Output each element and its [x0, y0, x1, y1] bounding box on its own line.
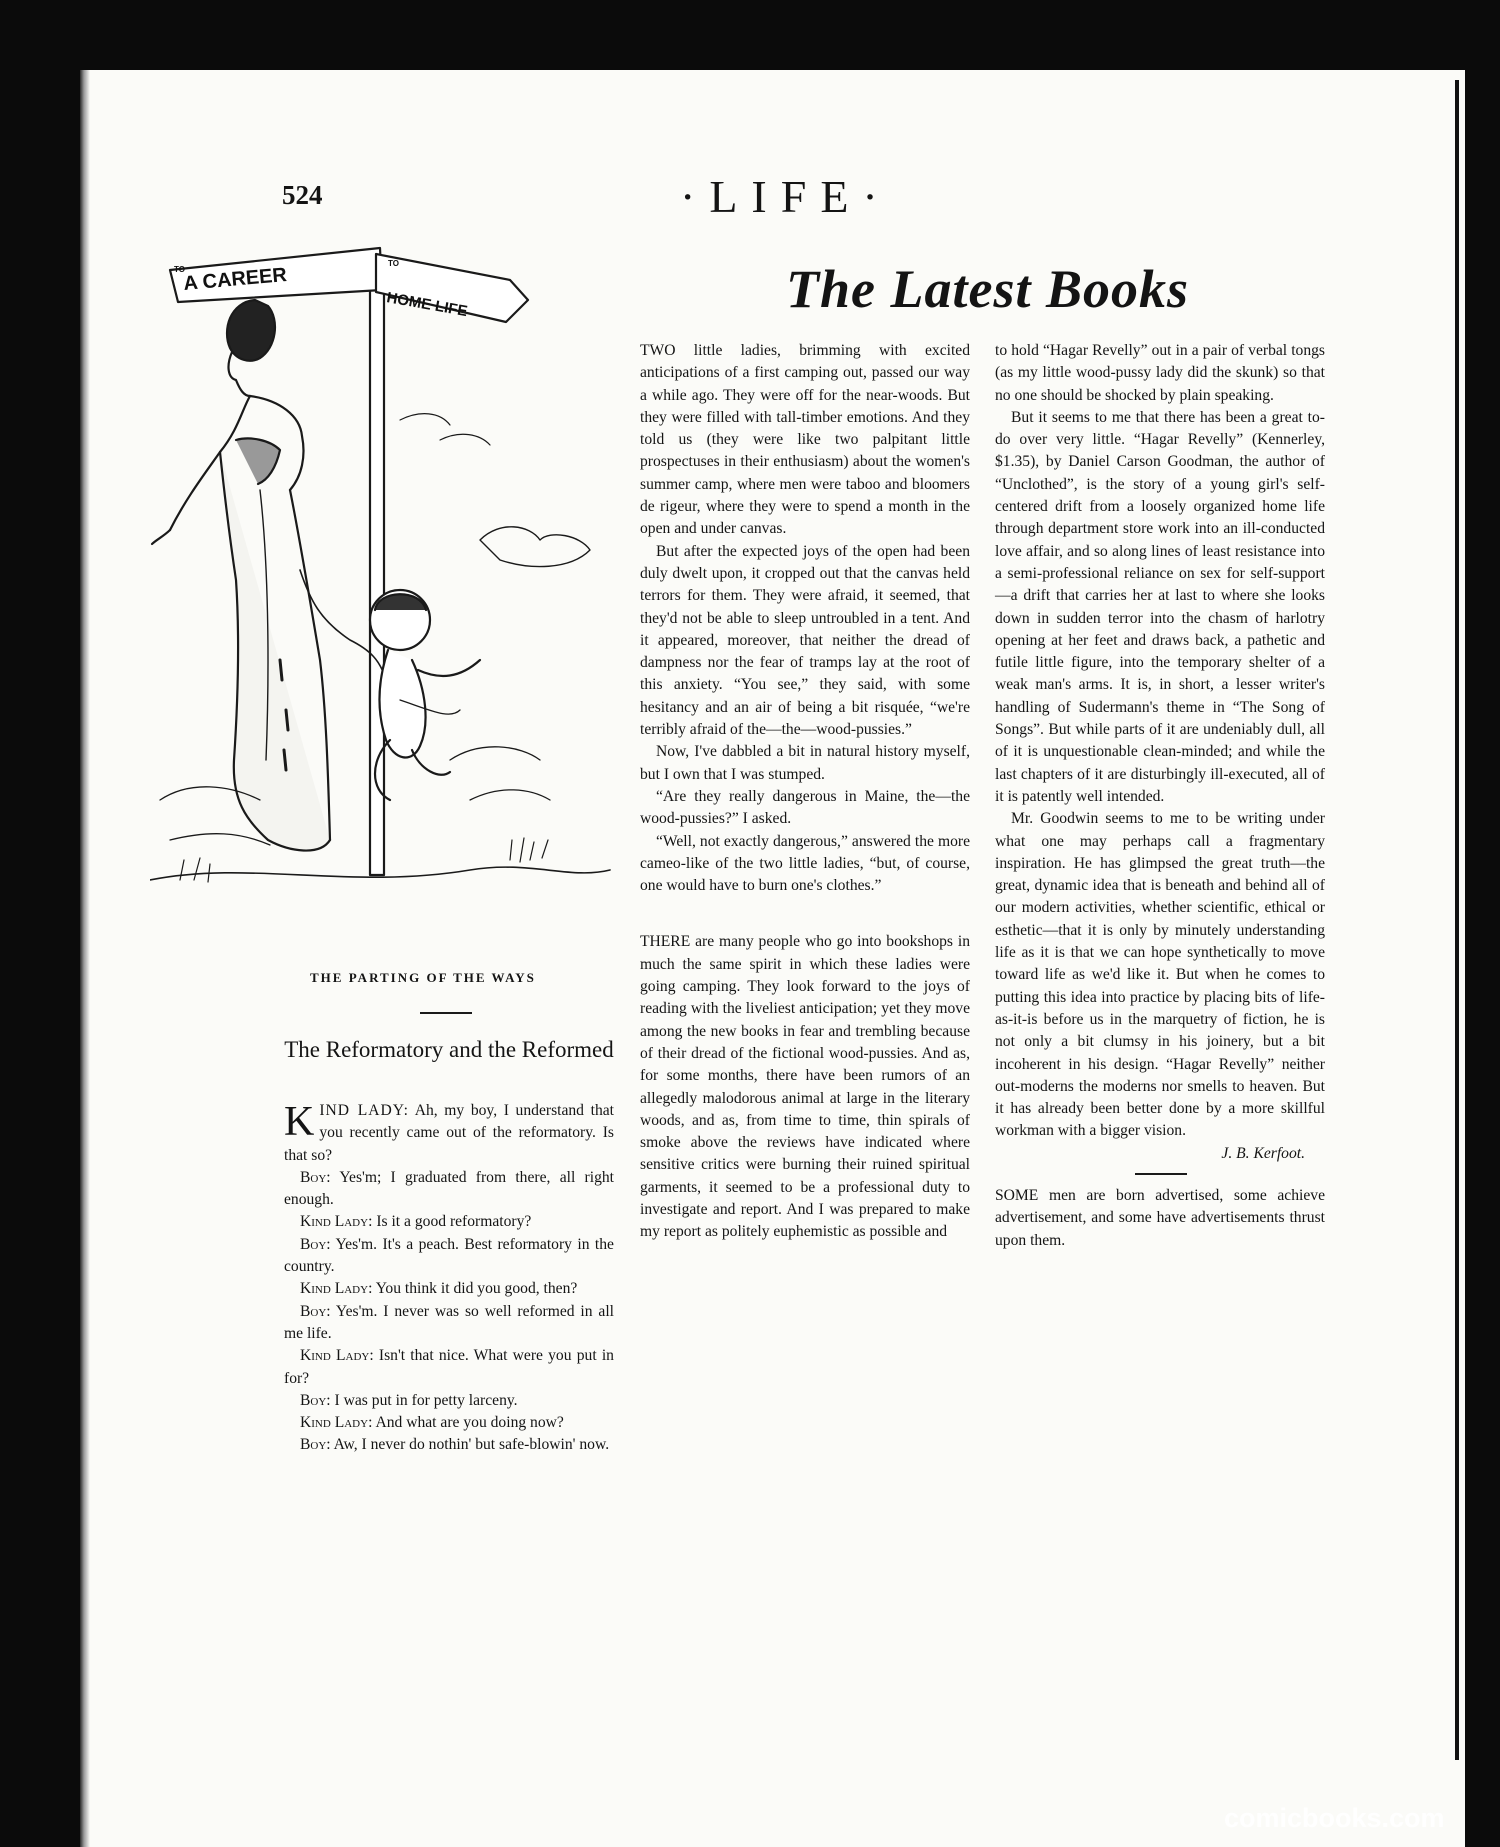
speaker-label: Boy:: [300, 1436, 331, 1454]
dialogue-text: You think it did you good, then?: [375, 1280, 578, 1298]
speaker-label: Boy:: [300, 1391, 331, 1409]
review-paragraph: Mr. Goodwin seems to me to be writing under what one may perhaps call a fragmentary inspiration. He has glimpsed the great truth—the great, dynamic idea that is beneath and behind all of our modern activities, whether scientific, ethical or esthetic—that it is only by minutely understanding life as it is that we can hope synthetically to move toward life as we'd like it. But when he comes to putting this idea into practice by placing bits of life-as-it-is before us in the marquetry of fiction, he is not only a bit clumsy in his joinery, but a bit incoherent in his design. “Hagar Revelly” neither out-moderns the moderns nor smells to heaven. But it has already been better done by a more skillful workman with a bigger vision.: [995, 810, 1325, 1140]
speaker-label: Kind Lady:: [300, 1414, 373, 1432]
dialogue-text: Yes'm. It's a peach. Best reformatory in the country.: [284, 1235, 614, 1276]
review-paragraph: But after the expected joys of the open had been duly dwelt upon, it cropped out that the canvas held terrors for them. They were afraid, it seemed, that they'd not be able to sleep untroubled in a tent. And it appeared, moreover, that neither the dread of dampness nor the fear of tramps lay at the root of this anxiety. “You see,” they said, with some hesitancy and an air of being a bit risquée, “we're terribly afraid of the—the—wood-pussies.”: [640, 542, 970, 739]
dialogue-line: [284, 1211, 614, 1233]
section-divider: [1135, 1173, 1187, 1175]
article-headline: The Latest Books: [786, 259, 1189, 319]
dialogue-text: Yes'm; I graduated from there, all right enough.: [284, 1168, 614, 1209]
sign-to-right: TO: [388, 259, 399, 268]
dialogue-text: Isn't that nice. What were you put in for?: [284, 1347, 614, 1387]
site-watermark: comicbooks.com: [1224, 1803, 1445, 1833]
parting-of-ways-illustration: [150, 240, 620, 960]
dialogue-text: Is it a good reformatory?: [376, 1213, 532, 1231]
dialogue-text: And what are you doing now?: [375, 1414, 564, 1432]
dialogue-line: [284, 1345, 614, 1390]
dialogue-line: [284, 1412, 614, 1434]
woman-hair: [227, 300, 275, 361]
sign-text-home-life: HOME LIFE: [385, 289, 469, 321]
illustration-caption: THE PARTING OF THE WAYS: [310, 970, 536, 985]
speaker-label: Kind Lady:: [300, 1347, 374, 1365]
drop-cap: K: [284, 1099, 315, 1145]
dialogue-line: [284, 1234, 614, 1279]
dialogue-text: Yes'm. I never was so well reformed in all me life.: [284, 1302, 614, 1342]
speaker-label: IND LADY:: [319, 1102, 409, 1119]
dialogue-line: [284, 1301, 614, 1346]
review-paragraph: “Well, not exactly dangerous,” answered the more cameo-like of the two little ladies, “but, of course, one would have to burn one's clothes.”: [640, 832, 970, 895]
sign-to-left: TO: [174, 265, 185, 274]
review-column-3: [995, 340, 1325, 1252]
speaker-label: Boy:: [300, 1302, 331, 1320]
page-number: 524: [282, 180, 323, 210]
dialogue-line: [284, 1390, 614, 1412]
section-divider: [420, 1012, 472, 1014]
dialogue-text: Aw, I never do nothin' but safe-blowin' now.: [333, 1436, 610, 1454]
story-column: [284, 1100, 614, 1457]
page-gutter-shadow: [80, 70, 90, 1847]
page-edge-line: [1455, 80, 1459, 1760]
dialogue-text: I was put in for petty larceny.: [334, 1391, 518, 1409]
speaker-label: Kind Lady:: [300, 1213, 373, 1231]
review-paragraph: to hold “Hagar Revelly” out in a pair of verbal tongs (as my little wood-pussy lady did the skunk) so that no one should be shocked by plain speaking.: [995, 342, 1325, 404]
dialogue-line: [284, 1167, 614, 1212]
review-paragraph: Now, I've dabbled a bit in natural history myself, but I own that I was stumped.: [640, 743, 970, 783]
closing-divider-wrap: [995, 1165, 1325, 1185]
review-signature: J. B. Kerfoot.: [1221, 1144, 1305, 1162]
story-title: The Reformatory and the Reformed: [284, 1037, 614, 1062]
dialogue-line: [284, 1278, 614, 1300]
closing-quip: SOME men are born advertised, some achieve advertisement, and some have advertisements thrust upon them.: [995, 1186, 1325, 1249]
masthead: ·LIFE·: [680, 171, 892, 222]
speaker-label: Boy:: [300, 1235, 331, 1253]
dialogue-line: [284, 1100, 614, 1167]
review-column-2: [640, 340, 970, 1244]
review-paragraph: “Are they really dangerous in Maine, the—the wood-pussies?” I asked.: [640, 787, 970, 828]
dialogue-text: Ah, my boy, I understand that you recently came out of the reformatory. Is that so?: [284, 1102, 614, 1164]
review-paragraph: But it seems to me that there has been a great to-do over very little. “Hagar Revelly” (Kennerley, $1.35), by Daniel Carson Goodman, the author of “Unclothed”, is the story of a young girl's self-centered drift from a loosely organized home life through department store work into an ill-conducted love affair, and so along lines of least resistance into a semi-professional reliance on sex for self-support—a drift that carries her at last to where she looks down in sudden terror into the chasm of harlotry opening at her feet and draws back, a pathetic and futile little figure, into the temporary shelter of a weak man's arms. It is, in short, a lesser writer's handling of Sudermann's theme in “The Song of Songs”. But while parts of it are undeniably dull, all of it is unquestionable clean-minded; and while the last chapters of it are disturbingly ill-executed, all of it is patently well intended.: [995, 408, 1325, 805]
dialogue-line: [284, 1434, 614, 1456]
review-paragraph: TWO little ladies, brimming with excited anticipations of a first camping out, passed our way a while ago. They were off for the near-woods. But they were filled with tall-timber emotions. And they told us (they were like two palpitant little prospectuses in their enthusiasm) about the women's summer camp, where men were taboo and bloomers de rigeur, where they were to spend a month in the open and under canvas.: [640, 342, 970, 538]
section-gap: [640, 897, 970, 931]
speaker-label: Kind Lady:: [300, 1280, 373, 1298]
speaker-label: Boy:: [300, 1168, 331, 1186]
sign-text-career: A CAREER: [182, 264, 288, 295]
review-paragraph: THERE are many people who go into bookshops in much the same spirit in which these ladies were going camping. They look forward to the joys of reading with the liveliest anticipation; yet they move among the new books in fear and trembling because of their dread of the fictional wood-pussies. And as, for some months, there have been rumors of an allegedly malodorous animal at large in the literary woods, and as, from time to time, thin spirals of smoke above the reviews have indicated where sensitive critics were burning their ruined spiritual garments, it seemed to be a professional duty to investigate and report. And I was prepared to make my report as politely euphemistic as possible and: [640, 933, 970, 1241]
